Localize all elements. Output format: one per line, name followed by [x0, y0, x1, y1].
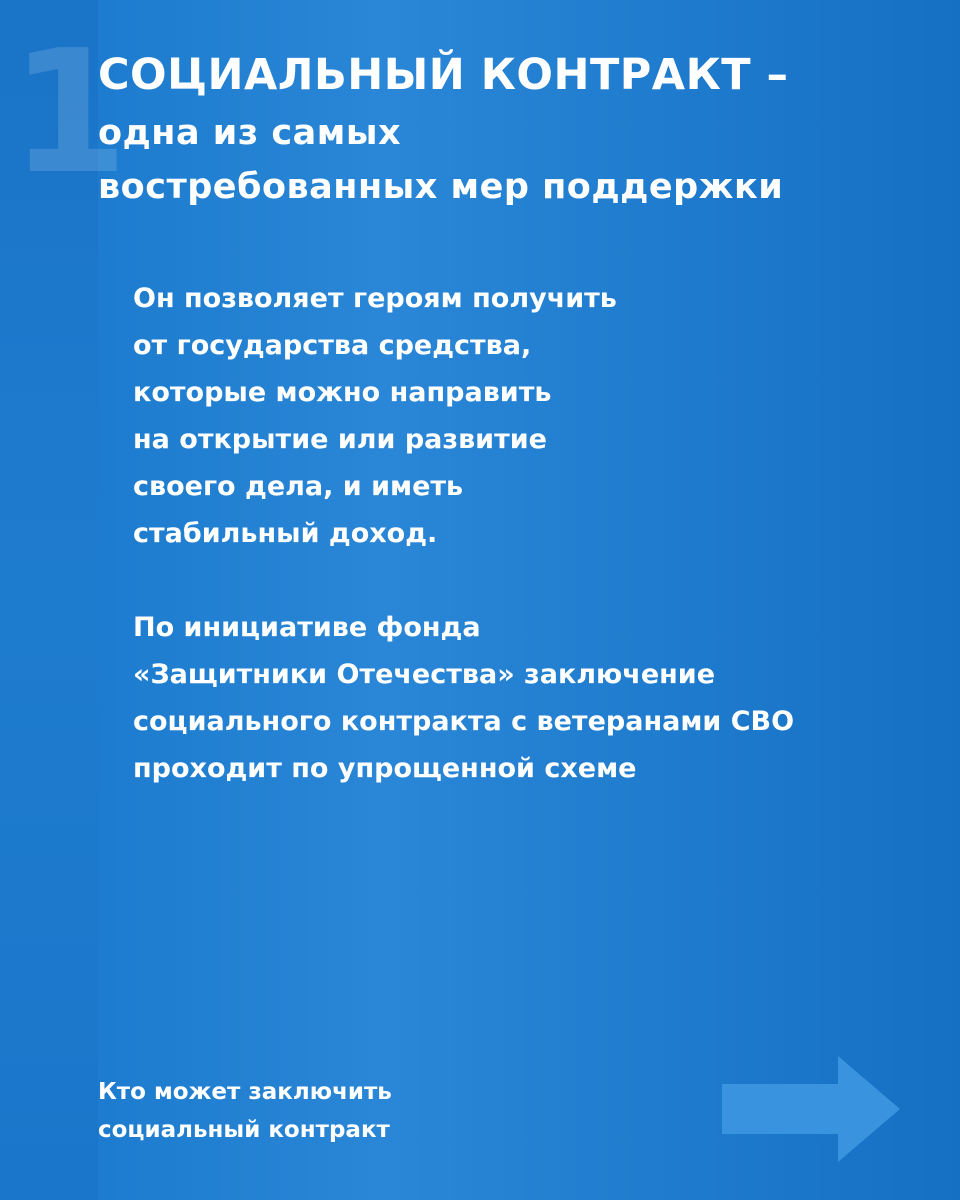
- next-topic-link[interactable]: [98, 1073, 518, 1149]
- arrow-right-shape: [722, 1056, 900, 1162]
- slide-title: [98, 44, 938, 214]
- paragraph-1-line: Он позволяет героям получить: [133, 283, 617, 314]
- paragraph-2-line: По инициативе фонда: [133, 612, 481, 643]
- paragraph-1-line: которые можно направить: [133, 377, 552, 408]
- body-text: [133, 275, 933, 839]
- paragraph-2-line: проходит по упрощенной схеме: [133, 753, 637, 784]
- title-line-3: востребованных мер поддержки: [98, 167, 784, 207]
- paragraph-2-line: «Защитники Отечества» заключение: [133, 659, 716, 690]
- title-line-1: СОЦИАЛЬНЫЙ КОНТРАКТ –: [98, 50, 789, 100]
- arrow-right-icon[interactable]: [722, 1056, 902, 1162]
- slide-number: 1: [10, 14, 125, 212]
- paragraph-1-line: на открытие или развитие: [133, 424, 547, 455]
- paragraph-2: [133, 604, 933, 792]
- next-topic-line-2: социальный контракт: [98, 1117, 390, 1143]
- title-line-2: одна из самых: [98, 113, 402, 153]
- paragraph-1-line: стабильный доход.: [133, 518, 438, 549]
- next-topic-line-1: Кто может заключить: [98, 1079, 392, 1105]
- paragraph-1: [133, 275, 933, 557]
- paragraph-1-line: от государства средства,: [133, 330, 532, 361]
- paragraph-1-line: своего дела, и иметь: [133, 471, 464, 502]
- paragraph-2-line: социального контракта с ветеранами СВО: [133, 706, 795, 737]
